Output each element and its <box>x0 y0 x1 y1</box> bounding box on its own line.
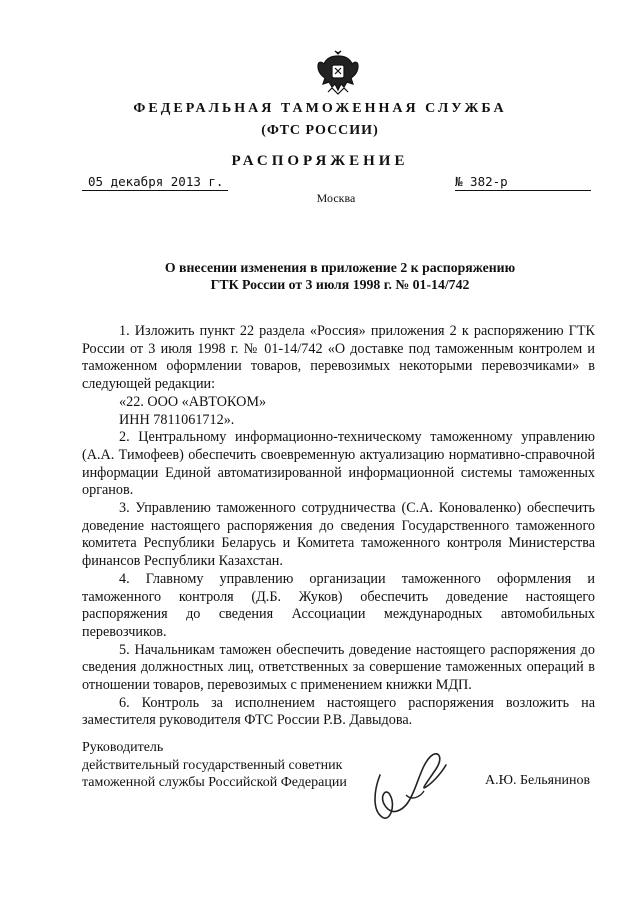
paragraph-1-inn: ИНН 7811061712». <box>119 411 235 428</box>
handwritten-signature <box>360 735 460 835</box>
subject-line-2: ГТК России от 3 июля 1998 г. № 01-14/742 <box>210 277 470 292</box>
signatory-title-line-2: действительный государственный советник <box>82 757 343 773</box>
subject-line-1: О внесении изменения в приложение 2 к распоряжению <box>164 260 516 275</box>
document-body <box>82 323 595 730</box>
paragraph-3: 3. Управлению таможенного сотрудничества (С.А. Коноваленко) обеспечить доведение настоящего распоряжения до сведения Государственного таможенного комитета Республики Беларусь и Комитета таможенного контроля Министерства финансов Республики Казахстан. <box>82 500 595 570</box>
coat-of-arms-emblem <box>316 50 360 96</box>
paragraph-6: 6. Контроль за исполнением настоящего распоряжения возложить на заместителя руководителя ФТС России Р.В. Давыдова. <box>82 694 595 729</box>
paragraph-1: 1. Изложить пункт 22 раздела «Россия» приложения 2 к распоряжению ГТК России от 3 июля 1998 г. № 01-14/742 «О доставке под таможенным контролем и таможенном оформлении товаров, перевозимых некоторыми перевозчиками» в следующей редакции: <box>82 323 595 393</box>
paragraph-5: 5. Начальникам таможен обеспечить доведение настоящего распоряжения до сведения должностных лиц, ответственных за совершение таможенных операций в отношении товаров, перевозимых с применением книжки МДП. <box>82 641 595 694</box>
paragraph-2: 2. Центральному информационно-техническому таможенному управлению (А.А. Тимофеев) обеспечить своевременную актуализацию нормативно-справочной информации Единой автоматизированной информационной системы таможенных органов. <box>82 429 595 499</box>
document-subject <box>140 259 540 293</box>
signatory-title-line-1: Руководитель <box>82 740 164 755</box>
signatory-name: А.Ю. Бельянинов <box>485 773 591 788</box>
signatory-title-line-3: таможенной службы Российской Федерации <box>82 775 347 790</box>
paragraph-1-item: «22. ООО «АВТОКОМ» <box>119 393 267 410</box>
document-number: № 382-р <box>455 174 591 191</box>
document-type: РАСПОРЯЖЕНИЕ <box>231 153 409 169</box>
city: Москва <box>316 191 356 205</box>
paragraph-4: 4. Главному управлению организации таможенного оформления и таможенного контроля (Д.Б. Жуков) обеспечить доведение настоящего распоряжения до сведения Ассоциации международных автомобильных перевозчиков. <box>82 570 595 640</box>
organization-name: ФЕДЕРАЛЬНАЯ ТАМОЖЕННАЯ СЛУЖБА <box>133 101 507 116</box>
document-date: 05 декабря 2013 г. <box>82 174 228 191</box>
organization-abbreviation: (ФТС РОССИИ) <box>261 123 379 138</box>
signatory-title <box>82 739 382 792</box>
